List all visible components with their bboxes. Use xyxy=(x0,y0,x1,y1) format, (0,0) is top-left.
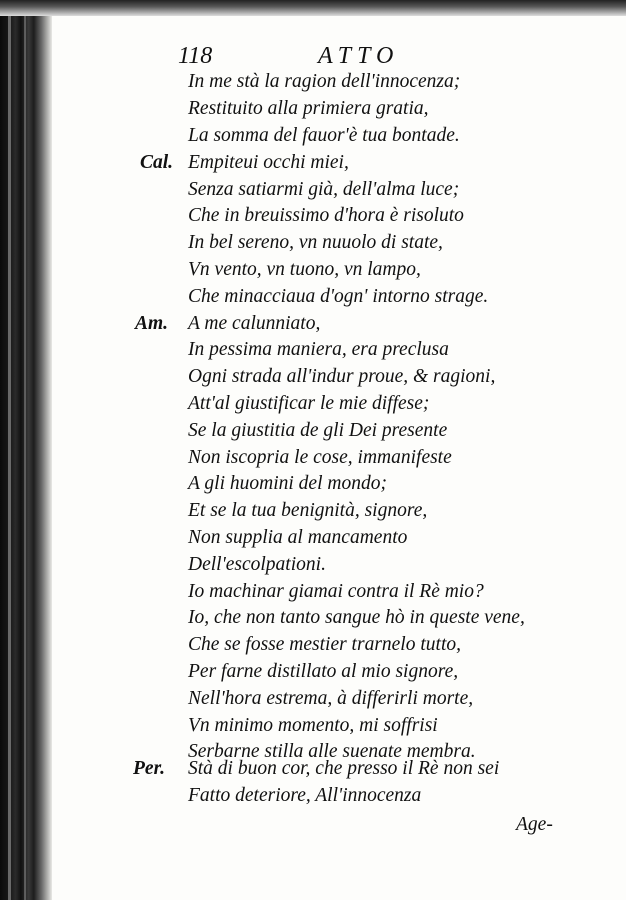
catchword: Age- xyxy=(516,814,553,835)
speaker-label-cal: Cal. xyxy=(140,152,174,173)
verse-line: La somma del fauor'è tua bontade. xyxy=(188,125,460,146)
verse-line: Non iscopria le cose, immanifeste xyxy=(188,447,452,468)
verse-line: In me stà la ragion dell'innocenza; xyxy=(188,71,461,92)
verse-line: Empiteui occhi miei, xyxy=(188,152,349,173)
verse-line: In bel sereno, vn nuuolo di state, xyxy=(188,232,443,253)
verse-line: Ogni strada all'indur proue, & ragioni, xyxy=(188,366,496,387)
verse-line: Restituito alla primiera gratia, xyxy=(188,98,429,119)
verse-line: Serbarne stilla alle suenate membra. xyxy=(188,741,476,762)
verse-line: Et se la tua benignità, signore, xyxy=(188,500,428,521)
verse-line: Io, che non tanto sangue hò in queste vene, xyxy=(188,607,525,628)
verse-line: Dell'escolpationi. xyxy=(188,554,326,575)
verse-line: Non supplia al mancamento xyxy=(188,527,408,548)
verse-line: A me calunniato, xyxy=(188,313,321,334)
page-header xyxy=(178,42,478,70)
speaker-label-am: Am. xyxy=(135,313,169,334)
verse-line: Per farne distillato al mio signore, xyxy=(188,661,459,682)
verse-line: Stà di buon cor, che presso il Rè non sei xyxy=(188,758,500,779)
verse-line: Nell'hora estrema, à differirli morte, xyxy=(188,688,474,709)
verse-line: A gli huomini del mondo; xyxy=(188,473,387,494)
verse-line: Fatto deteriore, All'innocenza xyxy=(188,785,422,806)
verse-line: Se la giustitia de gli Dei presente xyxy=(188,420,448,441)
verse-line: In pessima maniera, era preclusa xyxy=(188,339,449,360)
verse-line: Senza satiarmi già, dell'alma luce; xyxy=(188,179,460,200)
verse-line: Che se fosse mestier trarnelo tutto, xyxy=(188,634,461,655)
running-title: ATTO xyxy=(318,43,400,69)
verse-line: Att'al giustificar le mie diffese; xyxy=(188,393,430,414)
verse-line: Io machinar giamai contra il Rè mio? xyxy=(188,581,484,602)
speaker-label-per: Per. xyxy=(133,758,165,779)
verse-line: Vn minimo momento, mi soffrisi xyxy=(188,715,438,736)
verse-line: Vn vento, vn tuono, vn lampo, xyxy=(188,259,421,280)
page-top-edge xyxy=(0,0,626,16)
verse-line: Che minacciaua d'ogn' intorno strage. xyxy=(188,286,489,307)
page-number: 118 xyxy=(178,43,213,69)
book-gutter xyxy=(0,0,52,900)
verse-line: Che in breuissimo d'hora è risoluto xyxy=(188,205,464,226)
